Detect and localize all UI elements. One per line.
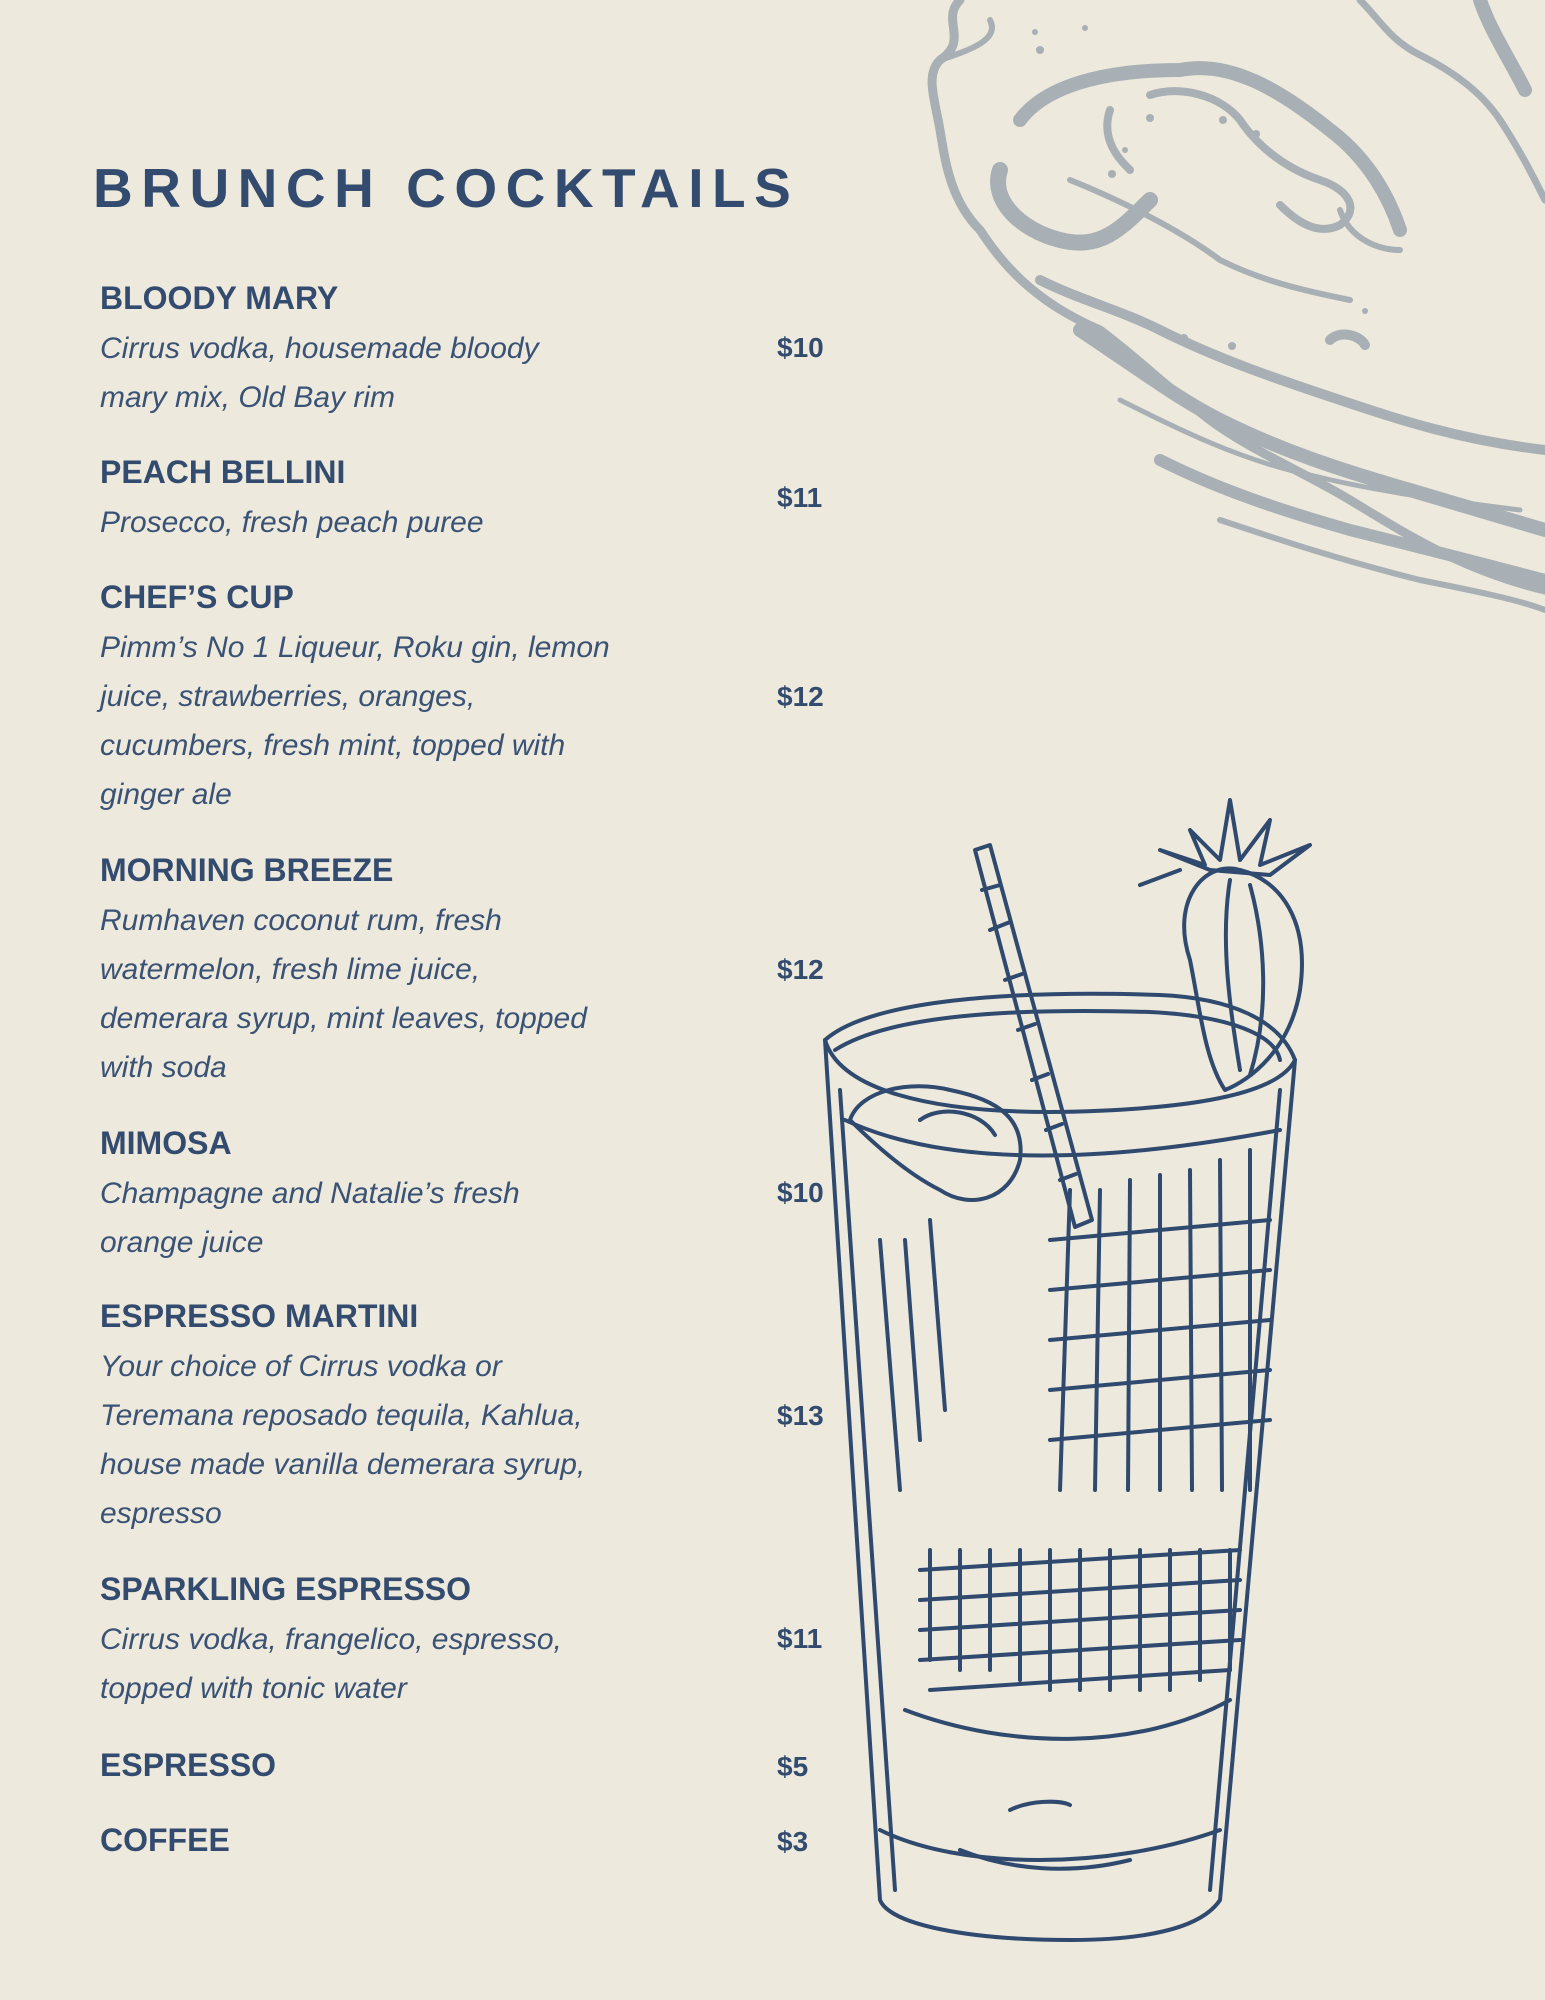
item-price: $10 [777,1177,824,1208]
description-line: juice, strawberries, oranges, [100,680,476,713]
menu-item-espresso-martini [100,1296,880,1538]
description-line: house made vanilla demerara syrup, [100,1448,586,1481]
description-line: demerara syrup, mint leaves, topped [100,1002,587,1035]
item-name: ESPRESSO MARTINI [100,1298,419,1334]
item-description [100,1342,660,1538]
menu-item-chefs-cup [100,577,880,819]
item-price: $13 [777,1400,824,1431]
menu-item-morning-breeze [100,850,880,1092]
description-line: Cirrus vodka, housemade bloody [100,332,539,365]
description-line: Prosecco, fresh peach puree [100,506,484,539]
description-line: with soda [100,1051,227,1084]
item-price: $11 [777,1623,823,1654]
item-description [100,1615,660,1713]
item-description [100,896,660,1092]
description-line: espresso [100,1497,222,1530]
menu-item-coffee [100,1820,880,1860]
item-price: $12 [777,954,824,985]
menu-item-peach-bellini [100,452,880,547]
description-line: orange juice [100,1226,264,1259]
description-line: ginger ale [100,778,232,811]
description-line: Champagne and Natalie’s fresh [100,1177,520,1210]
item-name: MORNING BREEZE [100,852,394,888]
item-price: $3 [777,1826,809,1857]
description-line: Teremana reposado tequila, Kahlua, [100,1399,583,1432]
description-line: Your choice of Cirrus vodka or [100,1350,502,1383]
item-name: COFFEE [100,1822,230,1858]
item-price: $11 [777,482,823,513]
menu-item-mimosa [100,1123,880,1267]
item-description [100,1169,660,1267]
item-name: BLOODY MARY [100,280,339,316]
item-name: ESPRESSO [100,1747,277,1783]
menu-title: BRUNCH COCKTAILS [93,157,800,219]
menu-item-sparkling-espresso [100,1569,880,1713]
item-name: SPARKLING ESPRESSO [100,1571,472,1607]
menu-item-espresso [100,1745,880,1785]
description-line: cucumbers, fresh mint, topped with [100,729,566,762]
item-description [100,324,660,422]
description-line: topped with tonic water [100,1672,407,1705]
oyster-illustration [920,0,1545,700]
item-name: CHEF’S CUP [100,579,294,615]
description-line: watermelon, fresh lime juice, [100,953,481,986]
item-description [100,498,660,547]
description-line: Cirrus vodka, frangelico, espresso, [100,1623,562,1656]
description-line: Rumhaven coconut rum, fresh [100,904,502,937]
item-price: $5 [777,1751,809,1782]
description-line: mary mix, Old Bay rim [100,381,396,414]
description-line: Pimm’s No 1 Liqueur, Roku gin, lemon [100,631,610,664]
item-name: MIMOSA [100,1125,232,1161]
item-price: $12 [777,681,824,712]
item-price: $10 [777,332,824,363]
menu-item-bloody-mary [100,278,880,422]
item-description [100,623,660,819]
cocktail-glass-illustration [810,790,1430,1970]
item-name: PEACH BELLINI [100,454,346,490]
